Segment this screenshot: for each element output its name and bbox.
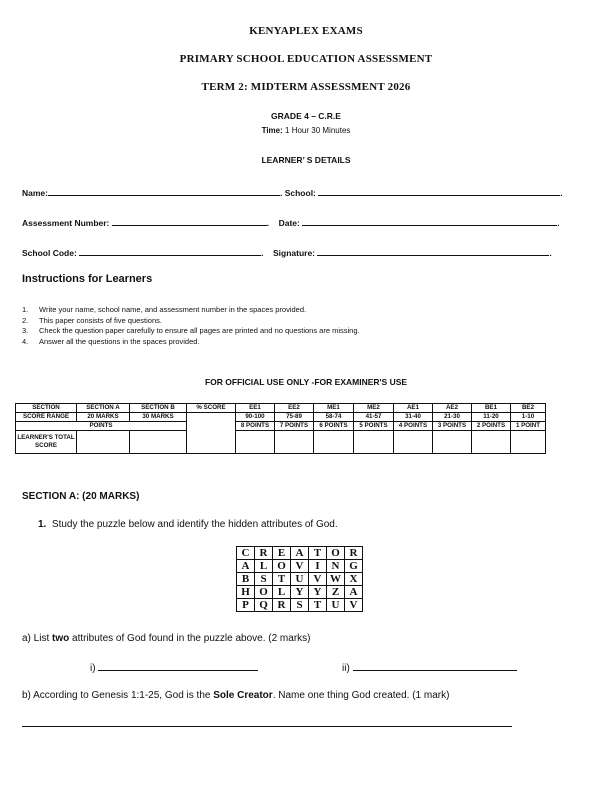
word-puzzle — [236, 546, 363, 612]
instruction-number: 2. — [22, 315, 29, 325]
puzzle-letter: L — [255, 560, 273, 573]
section-b-marks: 30 MARKS — [130, 413, 187, 422]
answer-i — [90, 661, 258, 674]
question-1a — [22, 633, 310, 644]
question-emphasis: Sole Creator — [213, 690, 273, 701]
puzzle-letter: A — [291, 547, 309, 560]
date-field[interactable] — [302, 216, 557, 226]
time-value: 1 Hour 30 Minutes — [285, 126, 351, 135]
level-code: EE1 — [236, 404, 275, 413]
level-range: 31-40 — [394, 413, 433, 422]
puzzle-letter: Q — [255, 599, 273, 612]
level-range: 58-74 — [314, 413, 354, 422]
official-use-heading: FOR OFFICIAL USE ONLY -FOR EXAMINER'S USE — [204, 377, 408, 387]
details-row-3: School Code: . Signature: . — [22, 248, 552, 258]
puzzle-row — [237, 586, 363, 599]
details-row-2: Assessment Number: . Date: . — [22, 218, 560, 228]
assessment-title: PRIMARY SCHOOL EDUCATION ASSESSMENT — [179, 53, 433, 65]
total-level-cell[interactable] — [275, 431, 314, 454]
level-points: 7 POINTS — [275, 422, 314, 431]
puzzle-letter: O — [255, 586, 273, 599]
name-label: Name: — [22, 188, 48, 198]
date-label: Date: — [278, 218, 300, 228]
total-level-cell[interactable] — [394, 431, 433, 454]
puzzle-letter: T — [273, 573, 291, 586]
level-range: 90-100 — [236, 413, 275, 422]
puzzle-letter: X — [345, 573, 363, 586]
instruction-item — [22, 337, 360, 348]
level-code: ME1 — [314, 404, 354, 413]
level-code: BE2 — [511, 404, 546, 413]
total-level-cell[interactable] — [433, 431, 472, 454]
puzzle-letter: U — [291, 573, 309, 586]
total-section-b-cell[interactable] — [130, 431, 187, 454]
total-level-cell[interactable] — [511, 431, 546, 454]
level-range: 1-10 — [511, 413, 546, 422]
level-points: 1 POINT — [511, 422, 546, 431]
time-allowed — [0, 126, 612, 135]
score-range-row — [16, 413, 546, 422]
instruction-text: This paper consists of five questions. — [39, 315, 162, 325]
question-text: . Name one thing God created. (1 mark) — [272, 690, 450, 701]
puzzle-letter: R — [255, 547, 273, 560]
section-b-header: SECTION B — [130, 404, 187, 413]
puzzle-letter: R — [345, 547, 363, 560]
question-1 — [38, 519, 338, 530]
answer-label: i) — [90, 663, 96, 674]
time-label: Time: — [261, 126, 283, 135]
learner-details-title: LEARNER’ S DETAILS — [261, 155, 351, 165]
answer-ii-field[interactable] — [353, 661, 517, 671]
total-level-cell[interactable] — [236, 431, 275, 454]
score-range-label: SCORE RANGE — [16, 413, 77, 422]
percent-score-header: % SCORE — [187, 404, 236, 413]
level-code: ME2 — [354, 404, 394, 413]
puzzle-letter: V — [291, 560, 309, 573]
answer-i-field[interactable] — [98, 661, 258, 671]
total-score-row — [16, 431, 546, 454]
section-a-header: SECTION A — [77, 404, 130, 413]
puzzle-letter: B — [237, 573, 255, 586]
puzzle-row — [237, 560, 363, 573]
score-table-header-row — [16, 404, 546, 413]
puzzle-row — [237, 573, 363, 586]
school-label: School: — [284, 188, 316, 198]
level-points: 3 POINTS — [433, 422, 472, 431]
instruction-number: 1. — [22, 305, 29, 314]
puzzle-letter: I — [309, 560, 327, 573]
points-row — [16, 422, 546, 431]
signature-label: Signature: — [272, 248, 315, 258]
puzzle-letter: Z — [327, 586, 345, 599]
school-code-label: School Code: — [22, 248, 77, 258]
puzzle-letter: W — [327, 573, 345, 586]
puzzle-letter: P — [237, 599, 255, 612]
puzzle-letter: S — [291, 599, 309, 612]
question-text: attributes of God found in the puzzle above. (2 marks) — [69, 633, 311, 644]
instructions-title: Instructions for Learners — [22, 273, 153, 285]
puzzle-letter: A — [345, 586, 363, 599]
question-number: 1. — [38, 519, 47, 530]
total-section-a-cell[interactable] — [77, 431, 130, 454]
grade-subject: GRADE 4 – C.R.E — [271, 111, 341, 121]
level-code: BE1 — [472, 404, 511, 413]
signature-field[interactable] — [317, 246, 549, 256]
level-range: 21-30 — [433, 413, 472, 422]
puzzle-letter: Y — [291, 586, 309, 599]
puzzle-letter: H — [237, 586, 255, 599]
points-label: POINTS — [16, 422, 187, 431]
puzzle-letter: O — [327, 547, 345, 560]
question-text: a) List — [22, 633, 53, 644]
puzzle-letter: V — [345, 599, 363, 612]
level-range: 11-20 — [472, 413, 511, 422]
question-1b — [22, 690, 449, 701]
exam-body-title: KENYAPLEX EXAMS — [249, 25, 363, 37]
answer-ii — [342, 661, 517, 674]
puzzle-letter: N — [327, 560, 345, 573]
instruction-item — [22, 305, 360, 316]
puzzle-letter: T — [309, 599, 327, 612]
level-code: EE2 — [275, 404, 314, 413]
school-code-field[interactable] — [79, 246, 261, 256]
instruction-text: Write your name, school name, and assessment number in the spaces provided. — [39, 305, 307, 314]
instruction-text: Answer all the questions in the spaces provided. — [39, 336, 200, 346]
puzzle-row — [237, 547, 363, 560]
total-score-label: LEARNER'S TOTAL SCORE — [16, 431, 77, 454]
level-range: 75-89 — [275, 413, 314, 422]
puzzle-letter: E — [273, 547, 291, 560]
instruction-number: 4. — [22, 336, 29, 346]
puzzle-letter: C — [237, 547, 255, 560]
term-title: TERM 2: MIDTERM ASSESSMENT 2026 — [201, 81, 411, 93]
answer-1b-field[interactable] — [22, 726, 512, 727]
assessment-number-label: Assessment Number: — [22, 218, 110, 228]
name-field[interactable] — [48, 186, 280, 196]
level-points: 6 POINTS — [314, 422, 354, 431]
school-field[interactable] — [318, 186, 560, 196]
instructions-list — [22, 305, 360, 347]
details-row-1: Name: . School: . — [22, 188, 563, 198]
puzzle-letter: L — [273, 586, 291, 599]
puzzle-letter: R — [273, 599, 291, 612]
question-text: Study the puzzle below and identify the hidden attributes of God. — [51, 519, 338, 530]
puzzle-row — [237, 599, 363, 612]
puzzle-letter: T — [309, 547, 327, 560]
percent-score-cell[interactable] — [187, 413, 236, 454]
puzzle-letter: U — [327, 599, 345, 612]
level-points: 5 POINTS — [354, 422, 394, 431]
instruction-number: 3. — [22, 326, 29, 335]
instruction-item — [22, 326, 360, 337]
level-points: 8 POINTS — [236, 422, 275, 431]
puzzle-letter: V — [309, 573, 327, 586]
level-code: AE1 — [394, 404, 433, 413]
total-level-cell[interactable] — [314, 431, 354, 454]
section-a-marks: 20 MARKS — [77, 413, 130, 422]
level-code: AE2 — [433, 404, 472, 413]
total-level-cell[interactable] — [354, 431, 394, 454]
level-points: 2 POINTS — [472, 422, 511, 431]
question-text: b) According to Genesis 1:1-25, God is the — [22, 690, 214, 701]
puzzle-letter: A — [237, 560, 255, 573]
puzzle-letter: S — [255, 573, 273, 586]
answer-label: ii) — [342, 663, 350, 674]
instruction-text: Check the question paper carefully to ensure all pages are printed and no questions are missing. — [39, 326, 360, 335]
puzzle-letter: G — [345, 560, 363, 573]
section-header: SECTION — [16, 404, 77, 413]
level-points: 4 POINTS — [394, 422, 433, 431]
assessment-number-field[interactable] — [112, 216, 267, 226]
level-range: 41-57 — [354, 413, 394, 422]
puzzle-letter: Y — [309, 586, 327, 599]
total-level-cell[interactable] — [472, 431, 511, 454]
score-table — [15, 403, 546, 454]
puzzle-letter: O — [273, 560, 291, 573]
instruction-item — [22, 316, 360, 327]
question-emphasis: two — [52, 633, 70, 644]
section-a-title: SECTION A: (20 MARKS) — [22, 491, 140, 502]
